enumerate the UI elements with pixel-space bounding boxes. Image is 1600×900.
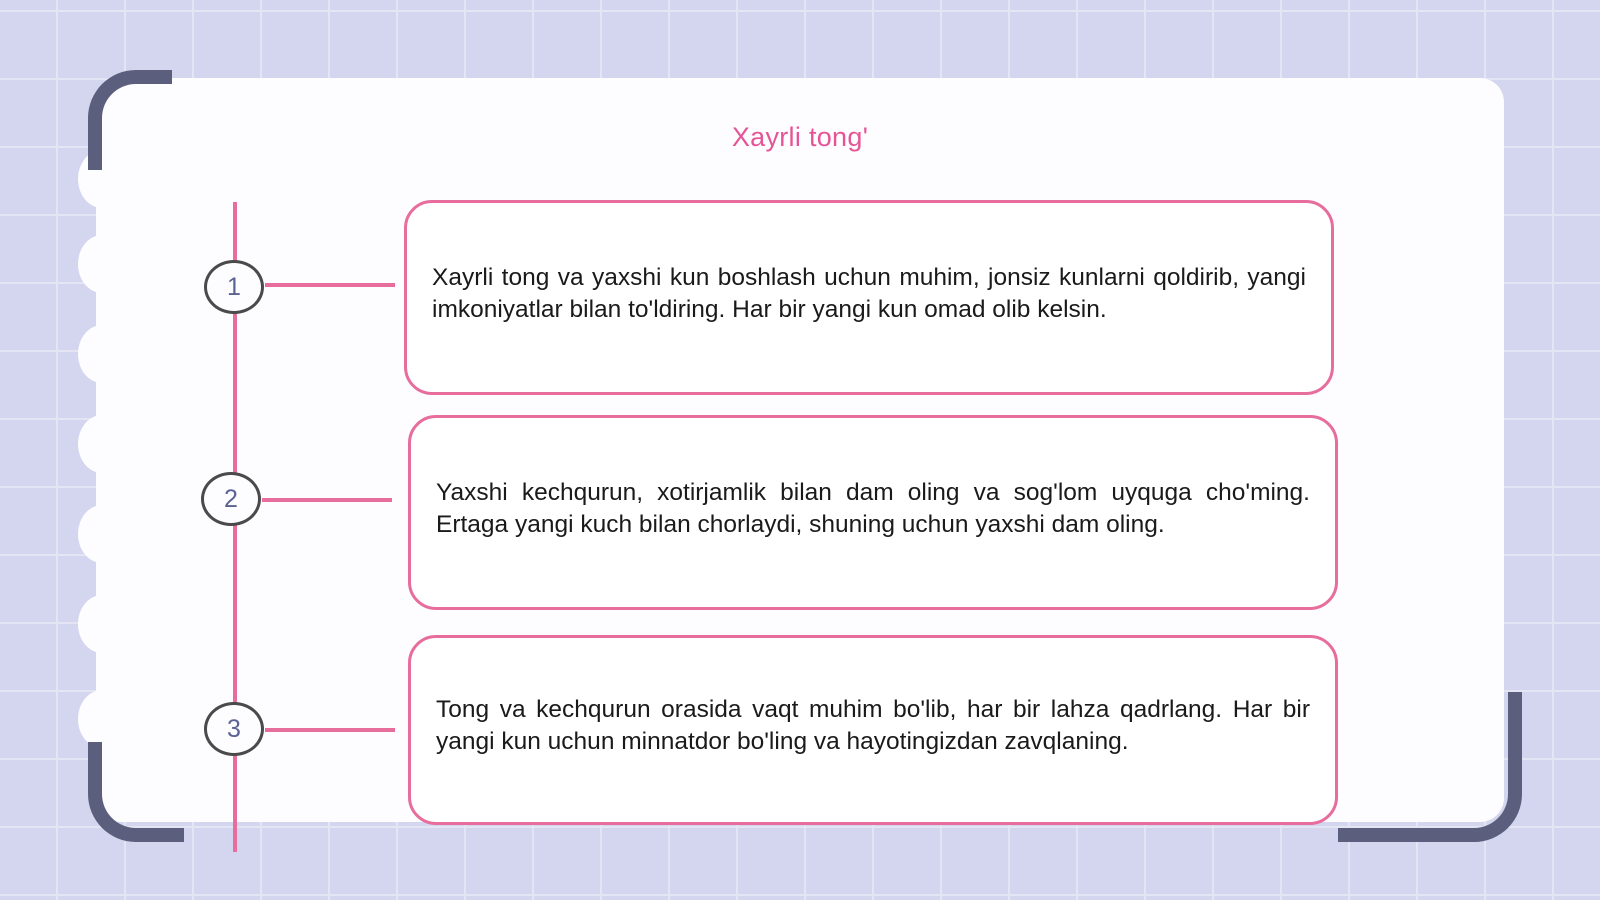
slide-title: Xayrli tong' bbox=[731, 122, 869, 152]
step-card-2 bbox=[408, 415, 1338, 610]
connector-line-3 bbox=[265, 728, 395, 732]
scallop-edge bbox=[78, 505, 126, 563]
connector-line-2 bbox=[262, 498, 392, 502]
scallop-edge bbox=[78, 235, 126, 293]
corner-bracket-bottom-left bbox=[88, 742, 184, 842]
step-card-text-3: Tong va kechqurun orasida vaqt muhim bo'lib, har bir lahza qadrlang. Har bir yangi kun uchun minnatdor bo'ling va hayotingizdan zavqlaning. bbox=[436, 696, 1310, 755]
scallop-edge bbox=[78, 325, 126, 383]
step-number-3: 3 bbox=[204, 702, 264, 756]
corner-bracket-bottom-right bbox=[1338, 692, 1522, 842]
step-card-3 bbox=[408, 635, 1338, 825]
scallop-edge bbox=[78, 690, 126, 748]
scallop-edge bbox=[78, 415, 126, 473]
step-card-text-2: Yaxshi kechqurun, xotirjamlik bilan dam oling va sog'lom uyquga cho'ming. Ertaga yangi kuch bilan chorlaydi, shuning uchun yaxshi dam oling. bbox=[436, 478, 1310, 538]
corner-bracket-top-left bbox=[88, 70, 172, 170]
step-card-1 bbox=[404, 200, 1334, 395]
connector-line-1 bbox=[265, 283, 395, 287]
step-number-2: 2 bbox=[201, 472, 261, 526]
step-card-text-1: Xayrli tong va yaxshi kun boshlash uchun muhim, jonsiz kunlarni qoldirib, yangi imkoniyatlar bilan to'ldiring. Har bir yangi kun omad olib kelsin. bbox=[432, 263, 1306, 323]
step-number-1: 1 bbox=[204, 260, 264, 314]
scallop-edge bbox=[78, 595, 126, 653]
